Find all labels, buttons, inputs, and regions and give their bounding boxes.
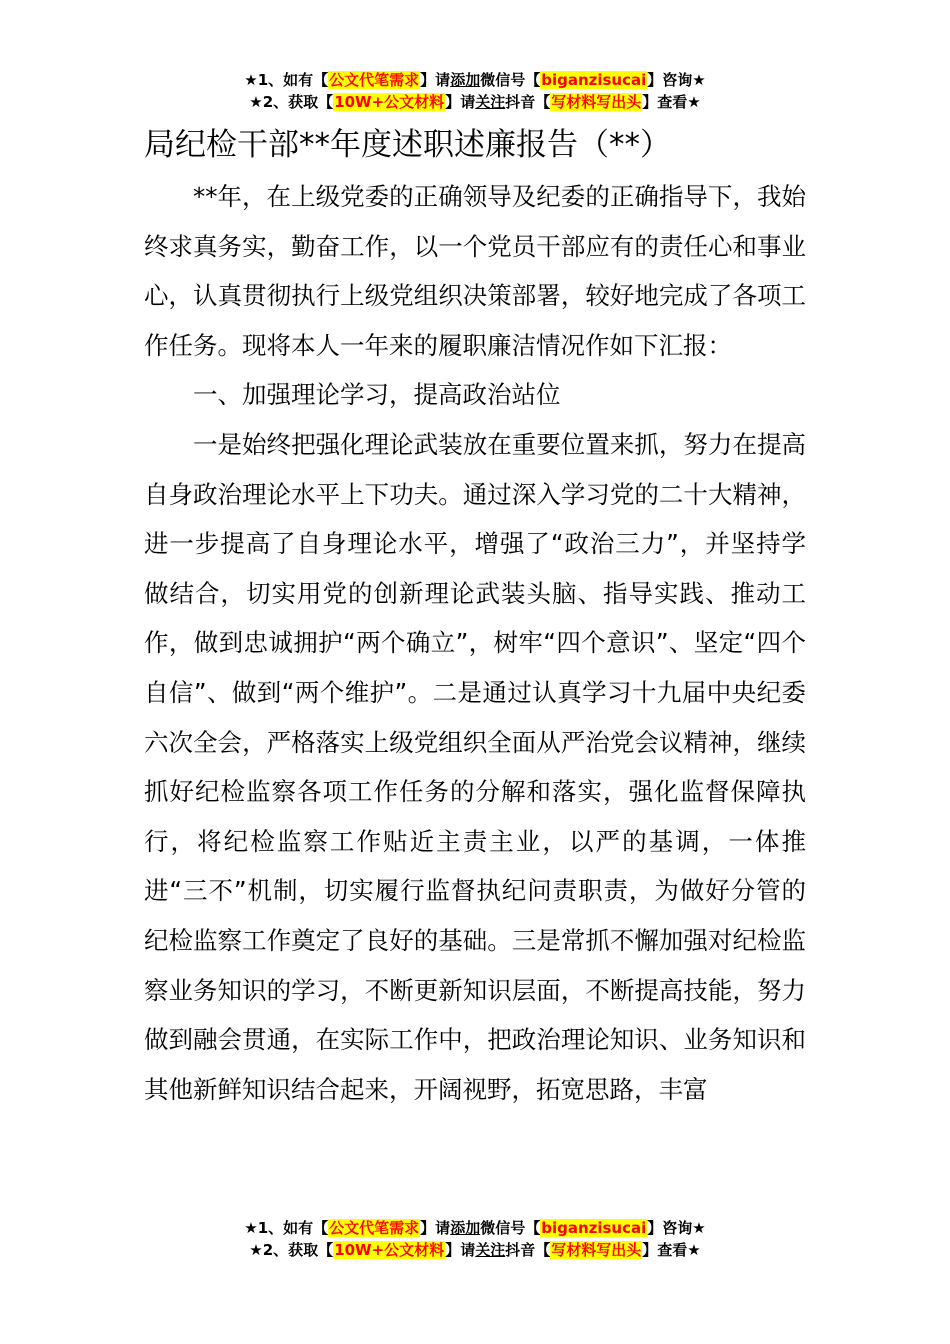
banner-line-1 [0,1217,950,1239]
paragraph-intro: **年，在上级党委的正确领导及纪委的正确指导下，我始终求真务实，勤奋工作，以一个党员干部应有的责任心和事业心，认真贯彻执行上级党组织决策部署，较好地完成了各项工作任务。现将本人一年来的履职廉洁情况作如下汇报： [144,182,806,360]
paragraph-body: 一是始终把强化理论武装放在重要位置来抓，努力在提高自身政治理论水平上下功夫。通过深入学习党的二十大精神，进一步提高了自身理论水平，增强了“政治三力”，并坚持学做结合，切实用党的创新理论武装头脑、指导实践、推动工作，做到忠诚拥护“两个确立”，树牢“四个意识”、坚定“四个自信”、做到“两个维护”。二是通过认真学习十九届中央纪委六次全会，严格落实上级党组织全面从严治党会议精神，继续抓好纪检监察各项工作任务的分解和落实，强化监督保障执行，将纪检监察工作贴近主责主业，以严的基调，一体推进“三不”机制，切实履行监督执纪问责职责，为做好分管的纪检监察工作奠定了良好的基础。三是常抓不懈加强对纪检监察业务知识的学习，不断更新知识层面，不断提高技能，努力做到融会贯通，在实际工作中，把政治理论知识、业务知识和其他新鲜知识结合起来，开阔视野，拓宽思路，丰富 [144,429,806,1104]
banner-text: 】查看★ [642,1241,701,1259]
banner-text: 】咨询★ [647,71,706,89]
banner-emphasis: 添加 [450,71,481,89]
banner-highlight: 10W+公文材料 [334,93,445,111]
banner-text: ★2、获取【 [249,93,334,111]
banner-highlight: 写材料写出头 [551,93,642,111]
footer-banner [0,1217,950,1261]
banner-emphasis: 关注 [475,93,506,111]
banner-text: 抖音【 [505,1241,551,1259]
banner-emphasis: 关注 [475,1241,506,1259]
banner-line-2 [0,1239,950,1261]
banner-highlight: biganzisucai [541,1219,647,1237]
banner-text: 微信号【 [480,1219,541,1237]
banner-text: 】请 [445,1241,476,1259]
header-banner [0,69,950,113]
banner-highlight: biganzisucai [541,71,647,89]
banner-text: 微信号【 [480,71,541,89]
banner-text: 抖音【 [505,93,551,111]
banner-text: 】咨询★ [647,1219,706,1237]
banner-text: 】查看★ [642,93,701,111]
banner-line-2 [0,91,950,113]
banner-text: ★1、如有【 [244,71,329,89]
section-heading: 一、加强理论学习，提高政治站位 [193,380,561,410]
banner-highlight: 公文代笔需求 [329,1219,420,1237]
banner-highlight: 写材料写出头 [551,1241,642,1259]
banner-emphasis: 添加 [450,1219,481,1237]
banner-text: ★2、获取【 [249,1241,334,1259]
banner-line-1 [0,69,950,91]
banner-text: ★1、如有【 [244,1219,329,1237]
banner-highlight: 公文代笔需求 [329,71,420,89]
banner-text: 】请 [445,93,476,111]
document-body [144,172,806,1114]
banner-highlight: 10W+公文材料 [334,1241,445,1259]
banner-text: 】请 [420,71,451,89]
banner-text: 】请 [420,1219,451,1237]
document-title: 局纪检干部**年度述职述廉报告（**） [144,127,671,163]
